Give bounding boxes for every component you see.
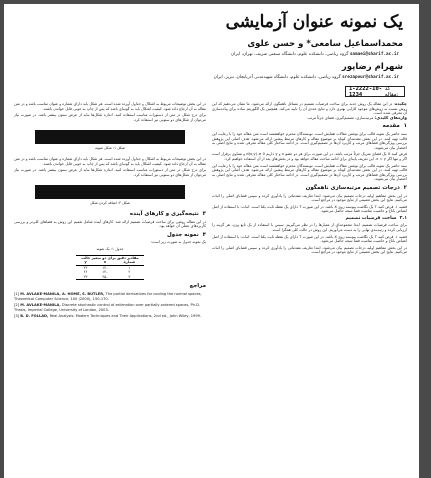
paper-id-label: کد مقاله: bbox=[384, 85, 399, 98]
subsection-2-1-paragraph-3: در این بخش مفاهیم اولیه درجات تصمیم بیان می‌شود. ابتدا تعاریف مقدماتی را یادآوری کرده و سپس قضایای اصلی را اثبات می‌کنیم. نتایج این بخش تعمیمی از نتایج موجود در مراجع است. bbox=[212, 245, 407, 255]
paper-id-box bbox=[345, 86, 405, 97]
table-caption: جدول ۱: یک نمونه bbox=[96, 246, 124, 251]
left-paragraph-1: در این بخش توضیحات مربوط به اشکال و جداول آورده شده است. هر شکل باید دارای شماره و عنوان مناسب باشد و در متن مقاله به آن ارجاع داده شود. کیفیت اشکال باید به گونه‌ای باشد که پس از چاپ به خوبی قابل خواندن باشند. bbox=[14, 102, 206, 111]
left-paragraph-3: در این بخش توضیحات مربوط به اشکال و جداول آورده شده است. هر شکل باید دارای شماره و عنوان مناسب باشد و در متن مقاله به آن ارجاع داده شود. کیفیت اشکال باید به گونه‌ای باشد که پس از چاپ به خوبی قابل خواندن باشند. bbox=[14, 156, 206, 166]
section-1-header: ۱ مقدمه bbox=[382, 123, 407, 130]
section-3-paragraph: در این مقاله روشی برای ساخت فرضیات تصمیم ارائه شد. کارهای آینده شامل تعمیم این روش به فضاهای کلی‌تر و بررسی کاربردهای عملی آن خواهد بود. bbox=[14, 219, 206, 229]
figure-1-caption: شکل ۱: شکل نمونه bbox=[95, 146, 125, 151]
section-4-header: ۴ نمونه جدول bbox=[166, 231, 206, 238]
author-names-2: شهرام رضاپور bbox=[341, 62, 403, 72]
references-list bbox=[14, 292, 206, 319]
abstract-text: در این مقاله یک روش جدید برای ساخت فرضیات تصمیم در مسائل ناهمگون ارائه می‌شود. ما نشان می‌دهیم که این روش نسبت به روش‌های موجود کارایی بهتری دارد و نتایج عددی آن را تایید می‌کند. همچنین یک الگوریتم ساده برای پیاده‌سازی آن معرفی شده است. bbox=[212, 102, 407, 116]
references-header bbox=[14, 284, 206, 289]
section-4-title: نمونه جدول bbox=[166, 231, 199, 238]
reference-item: [3] B. D. FOLLAD, Real Analysis: Modern Techniques and Their Applications, 2nd ed., John Wiley, 1999. bbox=[14, 314, 202, 319]
author-line-1 bbox=[247, 39, 403, 49]
left-column bbox=[14, 102, 206, 321]
abstract: چکیده: در این مقاله یک روش جدید برای ساخت فرضیات تصمیم در مسائل ناهمگون ارائه می‌شود. ما نشان می‌دهیم که این روش نسبت به روش‌های موجود کارایی بهتری دارد و نتایج عددی آن را تایید می‌کند. همچنین یک الگوریتم ساده برای پیاده‌سازی آن معرفی شده است. واژه‌های کلیدی: مرتبه‌سازی، تصمیم‌گیری، فضای جزئاً مرتب bbox=[212, 101, 407, 120]
affiliation-1: گروه ریاضی، دانشکده علوم، دانشگاه صنعتی شریف، تهران، ایران samaei@sharif.ac.ir bbox=[230, 52, 399, 57]
section-3-header: ۳ نتیجه‌گیری و کارهای آینده bbox=[129, 210, 206, 217]
section-3-title: نتیجه‌گیری و کارهای آینده bbox=[129, 210, 199, 217]
reference-item: [1] M. AVLAKE-MANILA, A. HOME, S. BUTLER, The partial derivatives for cooling the normal spaces, Theoretical Computer Science, 100 (2000), 150-170. bbox=[14, 292, 202, 301]
affiliation-2: گروه ریاضی، دانشکده علوم، دانشگاه شهیدمدنی آذربایجان، تبریز، ایران srezapour@sharif.ac.ir bbox=[213, 75, 399, 80]
table-row: ۱ -۱۲ ۲۲ bbox=[83, 265, 131, 270]
table-row: ۳ -۲۵ ۲۳ bbox=[76, 275, 143, 280]
figure-1-image bbox=[35, 130, 185, 144]
keywords-text: مرتبه‌سازی، تصمیم‌گیری، فضای جزئاً مرتب bbox=[307, 115, 374, 120]
figure-2-caption: شکل ۲: اضافه کردن شکل bbox=[90, 201, 130, 206]
right-column bbox=[212, 102, 407, 257]
paper-title: یک نمونه عنوان آزمایشی bbox=[225, 12, 403, 32]
references-title: مراجع bbox=[189, 283, 206, 290]
figure-2-image bbox=[35, 185, 185, 199]
table-intro: یک نمونه جدول به صورت زیر است: bbox=[150, 240, 206, 245]
section-1-title: مقدمه bbox=[382, 123, 400, 130]
subsection-2-1-title: ساخت فرضیات تصمیم bbox=[345, 215, 397, 221]
section-2-header: ۲ درجات تصمیم مرتبه‌سازی ناهمگون bbox=[305, 184, 407, 191]
intro-paragraph-3: سند حاضر یک نمونه قالب برای نوشتن مقالات همایش است. نویسندگان محترم خواهشمند است متن مقاله خود را با رعایت این قالب تهیه کنند. در این بخش مقدمه‌ای کوتاه بر موضوع مقاله و کارهای مرتبط پیشین ارائه می‌شود. هدف اصلی این پژوهش بررسی ویژگی‌های فضاهای مرتب و کاربرد آن‌ها در تصمیم‌گیری است. در ادامه ساختار کلی مقاله معرفی شده و نتایج اصلی به اختصار بیان می‌شوند. bbox=[212, 163, 407, 182]
keywords-label: واژه‌های کلیدی: bbox=[374, 114, 407, 120]
table-header: y bbox=[76, 260, 95, 265]
section-2-paragraph-2: قضیه ۱. فرض کنید T یک نگاشت پیوسته روی X باشد. در این صورت T دارای یک نقطه ثابت یکتا است. اثبات: با استفاده از اصل انقباض باناخ و خاصیت تمامیت فضا نتیجه حاصل می‌شود. bbox=[212, 204, 407, 214]
intro-paragraph: سند حاضر یک نمونه قالب برای نوشتن مقالات همایش است. نویسندگان محترم خواهشمند است متن مقاله خود را با رعایت این قالب تهیه کنند. در این بخش مقدمه‌ای کوتاه بر موضوع مقاله و کارهای مرتبط پیشین ارائه می‌شود. هدف اصلی این پژوهش بررسی ویژگی‌های فضاهای مرتب و کاربرد آن‌ها در تصمیم‌گیری است. در ادامه ساختار کلی مقاله معرفی شده و نتایج اصلی به اختصار بیان می‌شوند. bbox=[212, 131, 407, 150]
paper-page bbox=[4, 4, 419, 478]
subsection-2-1-paragraph-2: قضیه ۱. فرض کنید T یک نگاشت پیوسته روی X باشد. در این صورت T دارای یک نقطه ثابت یکتا است. اثبات: با استفاده از اصل انقباض باناخ و خاصیت تمامیت فضا نتیجه حاصل می‌شود. bbox=[212, 234, 407, 244]
subsection-2-1-paragraph: برای ساخت فرضیات تصمیم، ابتدا مجموعه‌ای از معیارها را در نظر می‌گیریم. سپس با استفاده از یک تابع وزن، هر گزینه را ارزیابی کرده و رتبه‌بندی نهایی را به دست می‌آوریم. این روش در حالت کلی همگرا است. bbox=[212, 223, 407, 233]
table-group-header: مقادیر دقیق برای دو متغیر حالت bbox=[76, 255, 143, 260]
author-names-1: محمداسماعیل سامعی* و حسن علوی bbox=[247, 39, 403, 49]
table-row: ۲ -۱۴ ۲۶ bbox=[83, 270, 131, 275]
left-paragraph-4: برای درج شکل در متن از دستورات مناسب استفاده کنید. اندازه شکل‌ها نباید از عرض ستون بیشتر باشد. در صورت نیاز می‌توان از شکل‌های دو ستونی نیز استفاده کرد. bbox=[14, 168, 206, 177]
subsection-2-1-header: ۲.۱ ساخت فرضیات تصمیم bbox=[345, 215, 407, 221]
abstract-label: چکیده bbox=[394, 101, 407, 106]
paper-id-value: 1-2222-10-1234 bbox=[349, 85, 383, 98]
section-2-paragraph: در این بخش مفاهیم اولیه درجات تصمیم بیان می‌شود. ابتدا تعاریف مقدماتی را یادآوری کرده و سپس قضایای اصلی را اثبات می‌کنیم. نتایج این بخش تعمیمی از نتایج موجود در مراجع است. bbox=[212, 193, 407, 203]
section-2-title: درجات تصمیم مرتبه‌سازی ناهمگون bbox=[305, 184, 400, 191]
author-line-2 bbox=[342, 62, 403, 72]
email-2: srezapour@sharif.ac.ir bbox=[342, 75, 399, 80]
sample-table bbox=[76, 255, 143, 281]
intro-paragraph-2: فرض کنید X یک فضای متریک جزئاً مرتب باشد. در این صورت برای هر دو عضو x و y داریم d(x,y) ≥ 0 و تساوی برقرار است اگر و تنها اگر x = y. این تعریف پایه‌ای برای ادامه مباحث مقاله خواهد بود و در بخش‌های بعد از آن استفاده خواهیم کرد. bbox=[212, 152, 407, 161]
table-header: شماره bbox=[115, 260, 144, 265]
table-header: x bbox=[95, 260, 115, 265]
reference-item: [2] M. AVLAKE-MANILA, Discrete stochastic control of estimation over partially ordered spaces, Ph.D. Thesis, Imperial College, University of London, 2003. bbox=[14, 303, 200, 312]
left-paragraph-2: برای درج شکل در متن از دستورات مناسب استفاده کنید. اندازه شکل‌ها نباید از عرض ستون بیشتر باشد. در صورت نیاز می‌توان از شکل‌های دو ستونی نیز استفاده کرد. bbox=[14, 113, 206, 122]
email-1: samaei@sharif.ac.ir bbox=[349, 52, 399, 57]
